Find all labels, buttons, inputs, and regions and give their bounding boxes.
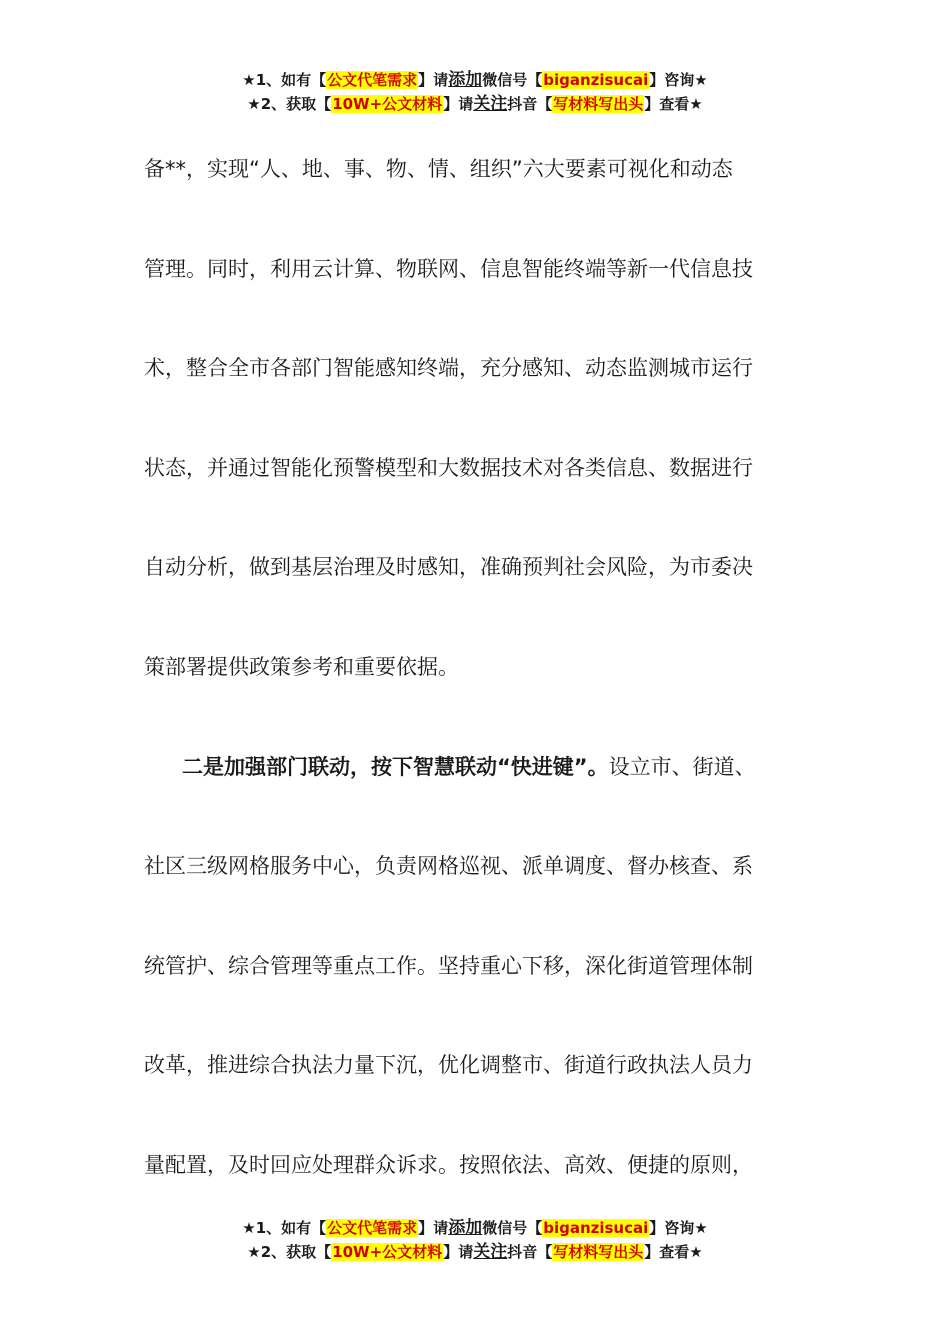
banner-underlined: 关注 xyxy=(473,94,508,114)
banner-highlight: 公文代笔需求 xyxy=(327,1219,418,1237)
banner-line-1 xyxy=(0,68,950,92)
banner-text: 】查看★ xyxy=(644,95,703,113)
banner-text: 微信号【 xyxy=(482,71,543,89)
banner-text: 】请 xyxy=(443,95,474,113)
banner-highlight: 10W+公文材料 xyxy=(332,95,443,113)
banner-text: 抖音【 xyxy=(507,95,553,113)
banner-highlight: 公文代笔需求 xyxy=(327,71,418,89)
body-line: 量配置，及时回应处理群众诉求。按照依法、高效、便捷的原则， xyxy=(144,1152,753,1177)
banner-highlight: 10W+公文材料 xyxy=(332,1243,443,1261)
banner-highlight: biganzisucai xyxy=(543,1219,649,1237)
body-text-run: 设立市、街道、 xyxy=(608,754,756,779)
body-line: 状态，并通过智能化预警模型和大数据技术对各类信息、数据进行 xyxy=(144,455,753,480)
banner-highlight: 写材料写出头 xyxy=(553,1243,644,1261)
paragraph-heading: 二是加强部门联动，按下智慧联动“快进键”。 xyxy=(182,754,609,779)
banner-text: 】请 xyxy=(418,71,449,89)
banner-text: 】咨询★ xyxy=(649,71,708,89)
body-line: 改革，推进综合执法力量下沉，优化调整市、街道行政执法人员力 xyxy=(144,1053,753,1078)
body-line: 社区三级网格服务中心，负责网格巡视、派单调度、督办核查、系 xyxy=(144,854,753,879)
body-line: 统管护、综合管理等重点工作。坚持重心下移，深化街道管理体制 xyxy=(144,953,753,978)
banner-underlined: 添加 xyxy=(448,70,483,90)
banner-line-2 xyxy=(0,1240,950,1264)
banner-highlight: 写材料写出头 xyxy=(553,95,644,113)
banner-text: 】请 xyxy=(418,1219,449,1237)
body-line: 策部署提供政策参考和重要依据。 xyxy=(144,654,459,679)
document-body xyxy=(144,120,834,1216)
banner-text: ★2、获取【 xyxy=(247,95,332,113)
paragraph-2-first-line xyxy=(144,718,834,818)
banner-text: 】咨询★ xyxy=(649,1219,708,1237)
banner-text: 】请 xyxy=(443,1243,474,1261)
banner-line-2 xyxy=(0,92,950,116)
body-line: 管理。同时，利用云计算、物联网、信息智能终端等新一代信息技 xyxy=(144,256,753,281)
banner-text: ★1、如有【 xyxy=(242,1219,327,1237)
footer-banner xyxy=(0,1216,950,1264)
banner-text: 微信号【 xyxy=(482,1219,543,1237)
banner-underlined: 添加 xyxy=(448,1218,483,1238)
banner-line-1 xyxy=(0,1216,950,1240)
header-banner xyxy=(0,68,950,116)
banner-highlight: biganzisucai xyxy=(543,71,649,89)
banner-text: 抖音【 xyxy=(507,1243,553,1261)
banner-text: ★1、如有【 xyxy=(242,71,327,89)
banner-text: 】查看★ xyxy=(644,1243,703,1261)
body-line: 备**，实现“人、地、事、物、情、组织”六大要素可视化和动态 xyxy=(144,157,733,181)
banner-underlined: 关注 xyxy=(473,1242,508,1262)
banner-text: ★2、获取【 xyxy=(247,1243,332,1261)
body-line: 术，整合全市各部门智能感知终端，充分感知、动态监测城市运行 xyxy=(144,356,753,381)
body-line: 自动分析，做到基层治理及时感知，准确预判社会风险，为市委决 xyxy=(144,555,753,580)
